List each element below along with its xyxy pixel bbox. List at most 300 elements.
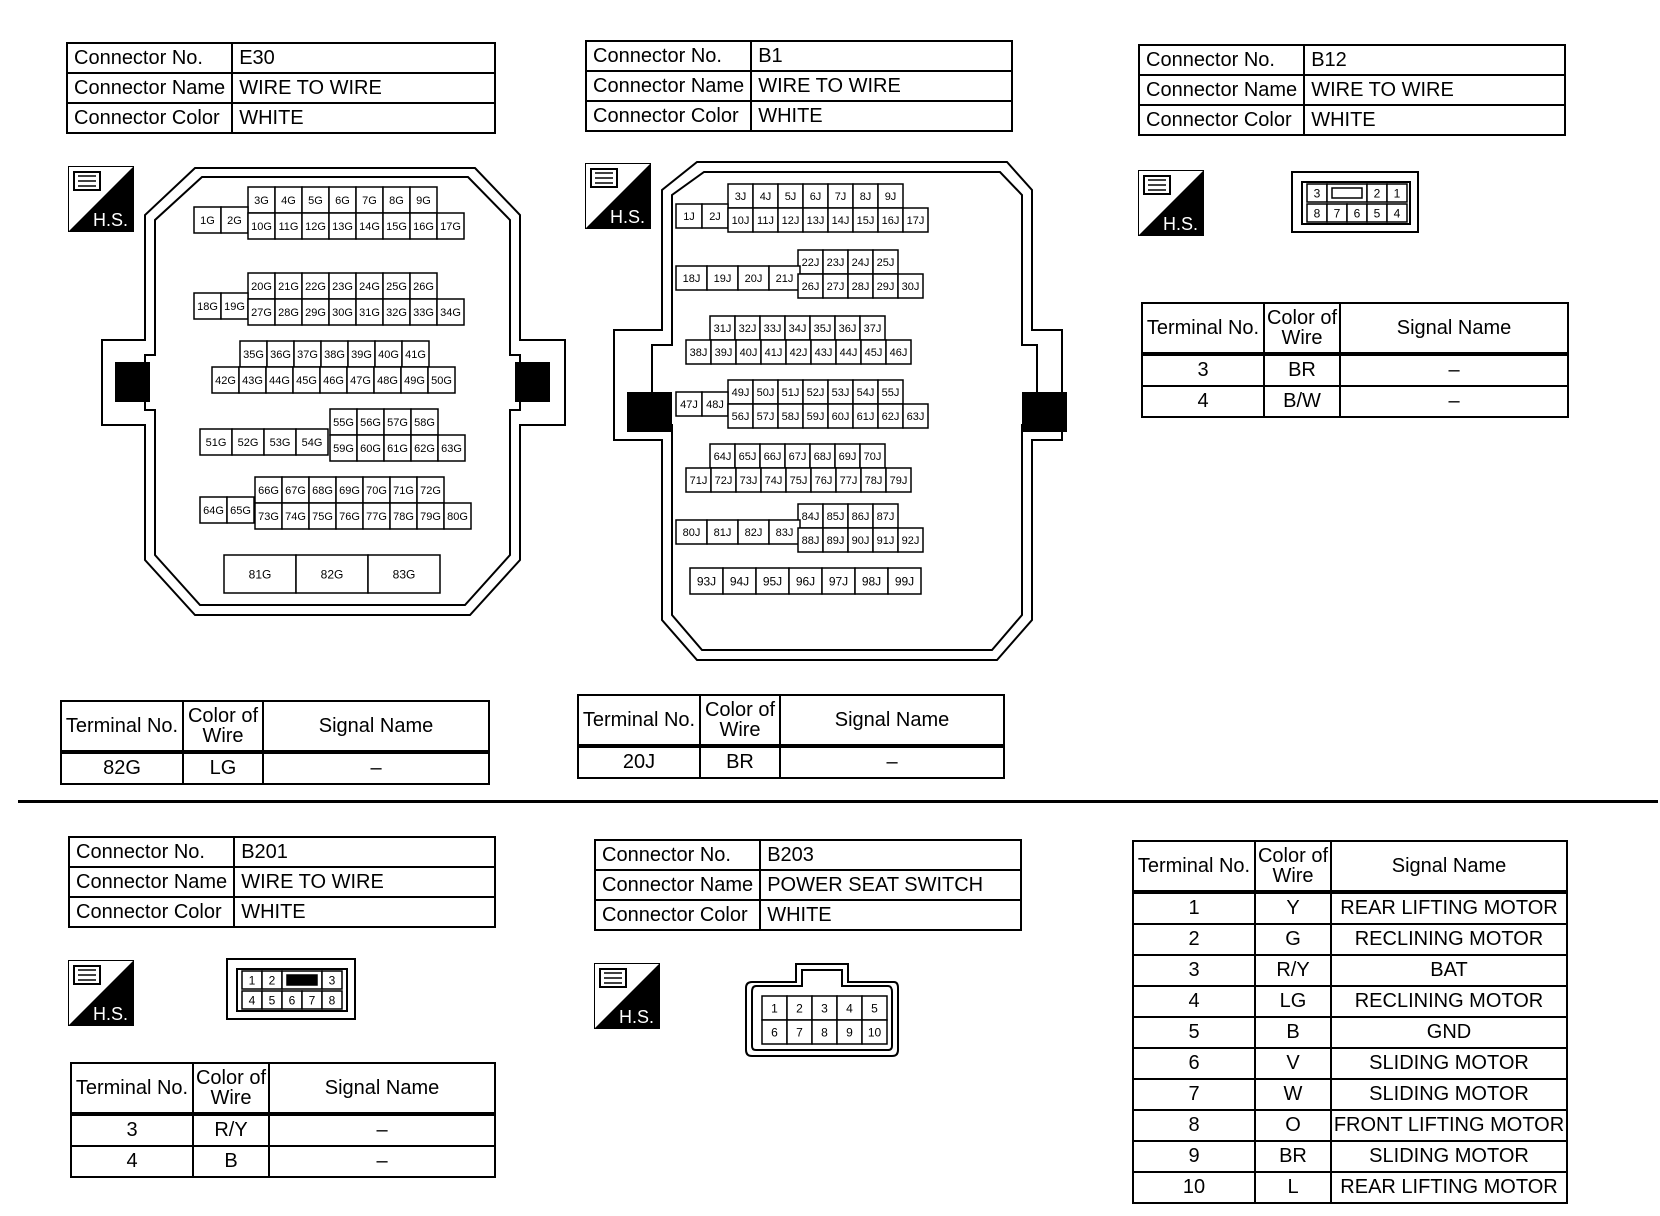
- pin-label: 93J: [696, 574, 717, 589]
- pin-label: 8J: [859, 190, 872, 203]
- pin-label: 3: [328, 973, 336, 988]
- pin-label: 73G: [258, 510, 279, 523]
- pin-label: 26J: [801, 280, 820, 293]
- pin-label: 36G: [270, 348, 291, 361]
- pin-label: 63G: [441, 442, 462, 455]
- pin-label: 20J: [744, 272, 763, 285]
- label-connector-no: Connector No.: [69, 837, 234, 867]
- b1-info-table: [585, 40, 1013, 132]
- pin-label: 7: [1333, 206, 1341, 221]
- pin-label: 99J: [894, 574, 915, 589]
- signal-name: –: [1340, 354, 1568, 386]
- pin-label: 16G: [413, 220, 434, 233]
- pin-label: 65G: [230, 504, 251, 517]
- pin-label: 36J: [838, 322, 857, 335]
- b12-name: WIRE TO WIRE: [1304, 75, 1565, 105]
- pin-label: 4: [248, 993, 256, 1008]
- pin-label: 22J: [801, 256, 820, 269]
- signal-name: –: [1340, 386, 1568, 417]
- pin-label: 90J: [851, 534, 870, 547]
- pin-label: 23J: [826, 256, 845, 269]
- pin-label: 79J: [889, 474, 908, 487]
- header-color-of-wire: [193, 1063, 269, 1114]
- terminal-no: 4: [1133, 986, 1255, 1017]
- pin-label: 33J: [763, 322, 782, 335]
- pin-label: 6: [288, 993, 296, 1008]
- pin-label: 27G: [251, 306, 272, 319]
- pin-label: 61G: [387, 442, 408, 455]
- pin-label: 13G: [332, 220, 353, 233]
- pin-label: 72G: [420, 484, 441, 497]
- pin-label: 33G: [413, 306, 434, 319]
- pin-label: 8: [1313, 206, 1321, 221]
- b1-no: B1: [751, 41, 1012, 71]
- header-signal-name: Signal Name: [780, 695, 1004, 746]
- pin-label: 81G: [248, 567, 272, 582]
- pin-label: 25J: [876, 256, 895, 269]
- e30-color: WHITE: [232, 103, 495, 133]
- pin-label: 3: [821, 1001, 828, 1016]
- pin-label: 78G: [393, 510, 414, 523]
- pin-label: 9J: [884, 190, 897, 203]
- wire-color: B: [193, 1146, 269, 1177]
- pin-label: 69J: [838, 450, 857, 463]
- pin-label: 70G: [366, 484, 387, 497]
- pin-label: 97J: [828, 574, 849, 589]
- pin-label: 98J: [861, 574, 882, 589]
- pin-label: 2: [268, 973, 276, 988]
- pin-label: 52J: [806, 386, 825, 399]
- pin-label: 10G: [251, 220, 272, 233]
- e30-name: WIRE TO WIRE: [232, 73, 495, 103]
- pin-label: 95J: [762, 574, 783, 589]
- pin-label: 15G: [386, 220, 407, 233]
- section-divider: [18, 800, 1658, 803]
- pin-label: 45J: [864, 346, 883, 359]
- pin-label: 6J: [809, 190, 822, 203]
- pin-label: 1J: [683, 210, 695, 223]
- pin-label: 13J: [806, 214, 825, 227]
- wire-color: B/W: [1264, 386, 1340, 417]
- header-signal-name: Signal Name: [1331, 841, 1567, 892]
- pin-label: 8G: [389, 194, 404, 207]
- hs-label: H.S.: [93, 210, 129, 230]
- pin-label: 24G: [359, 280, 380, 293]
- b203-connector-face: [744, 962, 900, 1058]
- pin-label: 2: [796, 1001, 803, 1016]
- hs-badge: [594, 963, 660, 1029]
- pin-label: 4J: [759, 190, 772, 203]
- terminal-no: 3: [1133, 955, 1255, 986]
- pin-label: 17G: [440, 220, 461, 233]
- pin-label: 18J: [682, 272, 701, 285]
- pin-label: 58G: [414, 416, 435, 429]
- pin-label: 94J: [729, 574, 750, 589]
- pin-label: 30G: [332, 306, 353, 319]
- b12-no: B12: [1304, 45, 1565, 75]
- pin-label: 21G: [278, 280, 299, 293]
- pin-label: 5: [871, 1001, 878, 1016]
- pin-label: 60J: [831, 410, 850, 423]
- pin-label: 72J: [714, 474, 733, 487]
- pin-label: 6G: [335, 194, 350, 207]
- header-color-of: Color of: [704, 699, 776, 721]
- pin-label: 75G: [312, 510, 333, 523]
- pin-label: 59G: [333, 442, 354, 455]
- terminal-no: 82G: [61, 752, 183, 784]
- hs-label: H.S.: [610, 207, 646, 227]
- signal-name: REAR LIFTING MOTOR: [1331, 892, 1567, 924]
- pin-label: 47J: [680, 398, 698, 411]
- pin-label: 24J: [851, 256, 870, 269]
- pin-label: 7: [308, 993, 316, 1008]
- pin-label: 11J: [757, 214, 774, 227]
- signal-name: REAR LIFTING MOTOR: [1331, 1172, 1567, 1203]
- pin-label: 38G: [324, 348, 345, 361]
- b12-info-table: [1138, 44, 1566, 136]
- label-connector-name: Connector Name: [586, 71, 751, 101]
- pin-label: 68G: [312, 484, 333, 497]
- pin-label: 54G: [301, 436, 323, 449]
- pin-label: 31J: [713, 322, 732, 335]
- pin-label: 12J: [781, 214, 800, 227]
- pin-label: 7G: [362, 194, 377, 207]
- pin-label: 52G: [237, 436, 259, 449]
- pin-label: 45G: [296, 374, 317, 387]
- pin-label: 73J: [739, 474, 758, 487]
- pin-label: 10: [867, 1025, 882, 1040]
- pin-label: 82J: [744, 526, 763, 539]
- wire-color: G: [1255, 924, 1331, 955]
- pin-label: 2G: [227, 214, 242, 227]
- pin-label: 19J: [713, 272, 732, 285]
- pin-label: 2J: [709, 210, 721, 223]
- b203-info-table: [594, 839, 1022, 931]
- pin-label: 56J: [731, 410, 750, 423]
- pin-label: 53G: [269, 436, 291, 449]
- pin-label: 20G: [251, 280, 272, 293]
- pin-label: 92J: [901, 534, 920, 547]
- pin-label: 34G: [440, 306, 461, 319]
- pin-label: 26G: [413, 280, 434, 293]
- header-terminal-no: Terminal No.: [578, 695, 700, 746]
- pin-label: 80J: [682, 526, 701, 539]
- pin-label: 1G: [200, 214, 215, 227]
- pin-label: 68J: [813, 450, 832, 463]
- terminal-no: 1: [1133, 892, 1255, 924]
- pin-label: 77J: [839, 474, 858, 487]
- pin-label: 63J: [906, 410, 925, 423]
- pin-label: 96J: [795, 574, 816, 589]
- pin-label: 34J: [788, 322, 807, 335]
- terminal-no: 3: [71, 1114, 193, 1146]
- pin-label: 15J: [856, 214, 875, 227]
- pin-label: 71J: [689, 474, 708, 487]
- signal-name: SLIDING MOTOR: [1331, 1079, 1567, 1110]
- pin-label: 85J: [826, 510, 845, 523]
- pin-label: 46G: [323, 374, 344, 387]
- pin-label: 10J: [731, 214, 750, 227]
- header-wire: Wire: [1272, 865, 1314, 887]
- pin-label: 25G: [386, 280, 407, 293]
- label-connector-color: Connector Color: [1139, 105, 1304, 135]
- header-color-of-wire: [1264, 303, 1340, 354]
- terminal-no: 4: [71, 1146, 193, 1177]
- pin-label: 3J: [734, 190, 747, 203]
- pin-label: 47G: [350, 374, 371, 387]
- hs-badge: [68, 960, 134, 1026]
- signal-name: –: [269, 1146, 495, 1177]
- pin-label: 87J: [876, 510, 895, 523]
- pin-label: 59J: [806, 410, 825, 423]
- terminal-no: 4: [1142, 386, 1264, 417]
- pin-label: 66G: [258, 484, 279, 497]
- pin-label: 60G: [360, 442, 381, 455]
- header-color-of-wire: [183, 701, 263, 752]
- terminal-no: 3: [1142, 354, 1264, 386]
- pin-label: 53J: [831, 386, 850, 399]
- pin-label: 41J: [764, 346, 783, 359]
- hs-label: H.S.: [93, 1004, 129, 1024]
- header-color-of: Color of: [195, 1067, 267, 1089]
- wire-color: BR: [700, 746, 780, 778]
- pin-label: 57G: [387, 416, 408, 429]
- signal-name: –: [780, 746, 1004, 778]
- b201-terminal-table: [70, 1062, 496, 1178]
- hs-badge: [1138, 170, 1204, 236]
- pin-label: 40J: [739, 346, 758, 359]
- e30-terminal-table: [60, 700, 490, 785]
- b1-color: WHITE: [751, 101, 1012, 131]
- terminal-no: 20J: [578, 746, 700, 778]
- key-icon: [1332, 188, 1362, 198]
- header-terminal-no: Terminal No.: [1133, 841, 1255, 892]
- pin-label: 1: [1393, 186, 1401, 201]
- pin-label: 16J: [881, 214, 900, 227]
- pin-label: 1: [248, 973, 256, 988]
- label-connector-color: Connector Color: [69, 897, 234, 927]
- b201-name: WIRE TO WIRE: [234, 867, 495, 897]
- pin-label: 38J: [689, 346, 708, 359]
- b12-color: WHITE: [1304, 105, 1565, 135]
- pin-label: 48J: [706, 398, 724, 411]
- signal-name: SLIDING MOTOR: [1331, 1048, 1567, 1079]
- signal-name: FRONT LIFTING MOTOR: [1331, 1110, 1567, 1141]
- label-connector-no: Connector No.: [595, 840, 760, 870]
- pin-label: 14J: [831, 214, 850, 227]
- pin-label: 39J: [714, 346, 733, 359]
- pin-label: 44J: [839, 346, 858, 359]
- wire-color: O: [1255, 1110, 1331, 1141]
- label-connector-no: Connector No.: [586, 41, 751, 71]
- pin-label: 4: [846, 1001, 853, 1016]
- b201-color: WHITE: [234, 897, 495, 927]
- wire-color: BR: [1255, 1141, 1331, 1172]
- pin-label: 86J: [851, 510, 870, 523]
- pin-label: 46J: [889, 346, 908, 359]
- pin-label: 28G: [278, 306, 299, 319]
- header-color-of: Color of: [1266, 307, 1338, 329]
- pin-label: 27J: [826, 280, 845, 293]
- pin-label: 69G: [339, 484, 360, 497]
- header-terminal-no: Terminal No.: [71, 1063, 193, 1114]
- pin-label: 48G: [377, 374, 398, 387]
- header-color-of-wire: [1255, 841, 1331, 892]
- pin-label: 37G: [297, 348, 318, 361]
- pin-label: 74G: [285, 510, 306, 523]
- header-wire: Wire: [1281, 327, 1323, 349]
- pin-label: 70J: [863, 450, 882, 463]
- pin-label: 55J: [881, 386, 900, 399]
- wire-color: LG: [1255, 986, 1331, 1017]
- pin-label: 14G: [359, 220, 380, 233]
- b12-terminal-table: [1141, 302, 1569, 418]
- pin-label: 89J: [826, 534, 845, 547]
- hs-label: H.S.: [1163, 214, 1199, 234]
- pin-label: 29J: [876, 280, 895, 293]
- pin-label: 28J: [851, 280, 870, 293]
- wire-color: V: [1255, 1048, 1331, 1079]
- pin-label: 42G: [215, 374, 236, 387]
- terminal-no: 9: [1133, 1141, 1255, 1172]
- label-connector-name: Connector Name: [595, 870, 760, 900]
- pin-label: 88J: [801, 534, 820, 547]
- hs-label: H.S.: [619, 1007, 655, 1027]
- pin-label: 37J: [863, 322, 882, 335]
- header-wire: Wire: [210, 1087, 252, 1109]
- label-connector-color: Connector Color: [586, 101, 751, 131]
- wire-color: Y: [1255, 892, 1331, 924]
- b12-connector-face: [1290, 170, 1420, 234]
- pin-label: 7J: [834, 190, 847, 203]
- pin-label: 7: [796, 1025, 803, 1040]
- pin-label: 74J: [764, 474, 783, 487]
- label-connector-color: Connector Color: [595, 900, 760, 930]
- b203-name: POWER SEAT SWITCH: [760, 870, 1021, 900]
- pin-label: 64J: [713, 450, 732, 463]
- terminal-no: 7: [1133, 1079, 1255, 1110]
- b203-no: B203: [760, 840, 1021, 870]
- pin-label: 66J: [763, 450, 782, 463]
- wire-color: R/Y: [1255, 955, 1331, 986]
- pin-label: 23G: [332, 280, 353, 293]
- pin-label: 6: [1353, 206, 1361, 221]
- pin-label: 6: [771, 1025, 778, 1040]
- header-terminal-no: Terminal No.: [61, 701, 183, 752]
- signal-name: –: [263, 752, 489, 784]
- header-signal-name: Signal Name: [263, 701, 489, 752]
- pin-label: 58J: [781, 410, 800, 423]
- pin-label: 11G: [278, 220, 299, 233]
- header-wire: Wire: [202, 725, 244, 747]
- b1-terminal-table: [577, 694, 1005, 779]
- pin-label: 50G: [431, 374, 452, 387]
- pin-label: 1: [771, 1001, 778, 1016]
- signal-name: RECLINING MOTOR: [1331, 986, 1567, 1017]
- signal-name: BAT: [1331, 955, 1567, 986]
- pin-label: 84J: [801, 510, 820, 523]
- pin-label: 32J: [738, 322, 757, 335]
- key-icon: [287, 975, 317, 985]
- pin-label: 5: [1373, 206, 1381, 221]
- pin-label: 64G: [203, 504, 224, 517]
- wire-color: LG: [183, 752, 263, 784]
- label-connector-no: Connector No.: [1139, 45, 1304, 75]
- pin-label: 83G: [392, 567, 416, 582]
- pin-label: 80G: [447, 510, 468, 523]
- b201-no: B201: [234, 837, 495, 867]
- pin-label: 21J: [775, 272, 794, 285]
- pin-label: 71G: [393, 484, 414, 497]
- pin-label: 83J: [775, 526, 794, 539]
- pin-label: 67G: [285, 484, 306, 497]
- pin-label: 3: [1313, 186, 1321, 201]
- pin-label: 62J: [881, 410, 900, 423]
- header-color-of: Color of: [187, 705, 259, 727]
- signal-name: –: [269, 1114, 495, 1146]
- wire-color: R/Y: [193, 1114, 269, 1146]
- terminal-no: 2: [1133, 924, 1255, 955]
- pin-label: 62G: [414, 442, 435, 455]
- b1-name: WIRE TO WIRE: [751, 71, 1012, 101]
- pin-label: 56G: [360, 416, 381, 429]
- pin-label: 91J: [876, 534, 895, 547]
- terminal-no: 10: [1133, 1172, 1255, 1203]
- pin-label: 12G: [305, 220, 326, 233]
- pin-label: 5G: [308, 194, 323, 207]
- pin-label: 75J: [789, 474, 808, 487]
- pin-label: 50J: [756, 386, 775, 399]
- signal-name: RECLINING MOTOR: [1331, 924, 1567, 955]
- header-signal-name: Signal Name: [269, 1063, 495, 1114]
- pin-label: 29G: [305, 306, 326, 319]
- pin-label: 4G: [281, 194, 296, 207]
- label-connector-name: Connector Name: [67, 73, 232, 103]
- b203-color: WHITE: [760, 900, 1021, 930]
- label-connector-no: Connector No.: [67, 43, 232, 73]
- pin-label: 79G: [420, 510, 441, 523]
- pin-label: 31G: [359, 306, 380, 319]
- b201-connector-face: [225, 957, 357, 1021]
- pin-label: 51J: [781, 386, 800, 399]
- pin-label: 3G: [254, 194, 269, 207]
- terminal-no: 8: [1133, 1110, 1255, 1141]
- pin-label: 65J: [738, 450, 757, 463]
- pin-label: 4: [1393, 206, 1401, 221]
- pin-label: 17J: [906, 214, 925, 227]
- pin-label: 49J: [731, 386, 750, 399]
- pin-label: 81J: [713, 526, 732, 539]
- pin-label: 51G: [205, 436, 227, 449]
- header-signal-name: Signal Name: [1340, 303, 1568, 354]
- pin-label: 35G: [243, 348, 264, 361]
- pin-label: 39G: [351, 348, 372, 361]
- pin-label: 82G: [320, 567, 344, 582]
- label-connector-name: Connector Name: [1139, 75, 1304, 105]
- pin-label: 49G: [404, 374, 425, 387]
- e30-no: E30: [232, 43, 495, 73]
- wire-color: L: [1255, 1172, 1331, 1203]
- pin-label: 22G: [305, 280, 326, 293]
- pin-label: 8: [821, 1025, 828, 1040]
- signal-name: SLIDING MOTOR: [1331, 1141, 1567, 1172]
- header-terminal-no: Terminal No.: [1142, 303, 1264, 354]
- pin-label: 67J: [788, 450, 807, 463]
- pin-label: 42J: [789, 346, 808, 359]
- b203-terminal-table: [1132, 840, 1568, 1204]
- terminal-no: 5: [1133, 1017, 1255, 1048]
- pin-label: 76G: [339, 510, 360, 523]
